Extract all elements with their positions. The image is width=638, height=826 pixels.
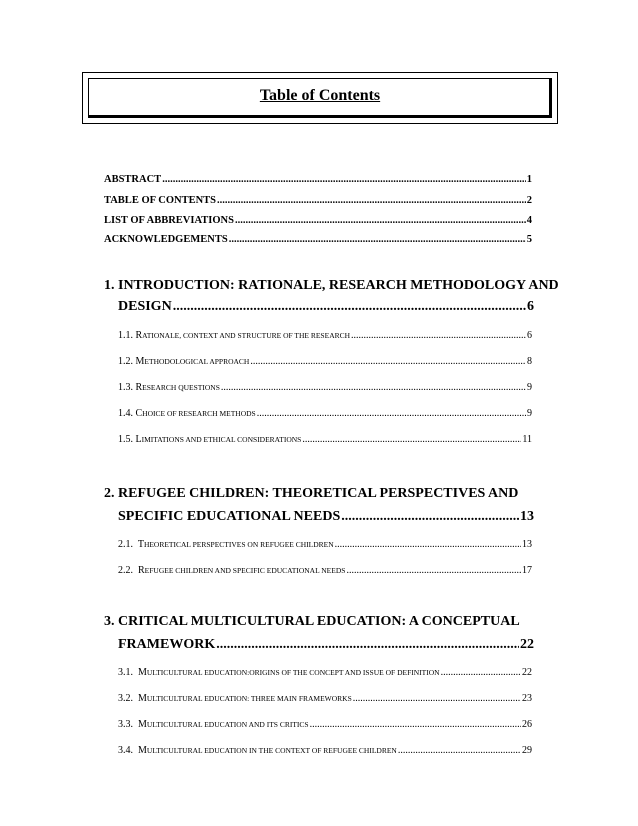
toc-entry-label: SPECIFIC EDUCATIONAL NEEDS	[118, 509, 341, 524]
toc-entry-label: 1.1. RATIONALE, CONTEXT AND STRUCTURE OF THE RESEARCH	[118, 330, 351, 341]
toc-page-number: 13	[522, 539, 532, 550]
toc-page-number: 6	[527, 299, 534, 314]
toc-leader-dots	[250, 356, 526, 367]
toc-page-number: 11	[522, 434, 532, 445]
toc-leader-dots	[310, 719, 521, 730]
toc-leader-dots	[398, 745, 521, 756]
toc-entry-label: ABSTRACT	[104, 174, 162, 185]
toc-entry-label: 2.1. THEORETICAL PERSPECTIVES ON REFUGEE CHILDREN	[118, 539, 334, 550]
toc-page-number: 23	[522, 693, 532, 704]
toc-entry-abstract[interactable]	[104, 174, 532, 185]
toc-entry-table-of-contents[interactable]	[104, 195, 532, 206]
toc-page-number: 8	[527, 356, 532, 367]
toc-entry-list-of-abbreviations[interactable]	[104, 215, 532, 226]
toc-page-number: 29	[522, 745, 532, 756]
toc-subentry-1-2[interactable]	[118, 356, 532, 367]
toc-leader-dots	[341, 509, 519, 525]
toc-subentry-1-5[interactable]	[118, 434, 532, 445]
toc-page-number: 22	[522, 667, 532, 678]
toc-entry-label: 2.2. REFUGEE CHILDREN AND SPECIFIC EDUCATIONAL NEEDS	[118, 565, 346, 576]
toc-page-number: 1	[526, 174, 532, 185]
toc-leader-dots	[229, 234, 526, 245]
toc-subentry-3-1[interactable]	[118, 667, 532, 678]
toc-page-number: 17	[522, 565, 532, 576]
toc-entry-label: 3.3. MULTICULTURAL EDUCATION AND ITS CRITICS	[118, 719, 309, 730]
toc-entry-label: 1.2. METHODOLOGICAL APPROACH	[118, 356, 250, 367]
toc-page-number: 9	[527, 382, 532, 393]
toc-leader-dots	[257, 408, 526, 419]
toc-leader-dots	[162, 174, 526, 185]
section-heading-3[interactable]: 3. CRITICAL MULTICULTURAL EDUCATION: A CONCEPTUAL	[104, 614, 520, 629]
toc-subentry-1-4[interactable]	[118, 408, 532, 419]
toc-subentry-3-4[interactable]	[118, 745, 532, 756]
toc-leader-dots	[302, 434, 521, 445]
toc-leader-dots	[235, 215, 526, 226]
toc-subentry-2-2[interactable]	[118, 565, 532, 576]
toc-entry-label: TABLE OF CONTENTS	[104, 195, 217, 206]
toc-page-number: 2	[526, 195, 532, 206]
toc-entry-label: 1.5. LIMITATIONS AND ETHICAL CONSIDERATIONS	[118, 434, 302, 445]
toc-entry-label: ACKNOWLEDGEMENTS	[104, 234, 228, 245]
toc-subentry-2-1[interactable]	[118, 539, 532, 550]
toc-leader-dots	[217, 195, 526, 206]
toc-entry-label: LIST OF ABBREVIATIONS	[104, 215, 234, 226]
toc-entry-label: 1.3. RESEARCH QUESTIONS	[118, 382, 220, 393]
toc-subentry-3-3[interactable]	[118, 719, 532, 730]
toc-leader-dots	[441, 667, 521, 678]
toc-leader-dots	[335, 539, 521, 550]
toc-leader-dots	[173, 299, 526, 315]
toc-subentry-1-3[interactable]	[118, 382, 532, 393]
section-heading-1-continued[interactable]	[118, 299, 534, 315]
toc-entry-label: FRAMEWORK	[118, 637, 216, 652]
toc-subentry-3-2[interactable]	[118, 693, 532, 704]
toc-leader-dots	[353, 693, 521, 704]
section-heading-1[interactable]: 1. INTRODUCTION: RATIONALE, RESEARCH METHODOLOGY AND	[104, 278, 559, 293]
toc-leader-dots	[221, 382, 526, 393]
toc-page-number: 4	[526, 215, 532, 226]
toc-entry-label: 1.4. CHOICE OF RESEARCH METHODS	[118, 408, 256, 419]
toc-page-number: 22	[520, 637, 534, 652]
toc-leader-dots	[351, 330, 526, 341]
toc-entry-label: DESIGN	[118, 299, 172, 314]
toc-subentry-1-1[interactable]	[118, 330, 532, 341]
toc-leader-dots	[216, 637, 519, 653]
toc-page-number: 5	[526, 234, 532, 245]
title-box	[82, 72, 558, 124]
toc-page-number: 13	[520, 509, 534, 524]
toc-entry-label: 3.1. MULTICULTURAL EDUCATION:ORIGINS OF THE CONCEPT AND ISSUE OF DEFINITION	[118, 667, 440, 678]
toc-entry-acknowledgements[interactable]	[104, 234, 532, 245]
page-title: Table of Contents	[259, 87, 381, 104]
toc-entry-label: 3.4. MULTICULTURAL EDUCATION IN THE CONTEXT OF REFUGEE CHILDREN	[118, 745, 397, 756]
section-heading-2-continued[interactable]	[118, 509, 534, 525]
toc-page-number: 26	[522, 719, 532, 730]
section-heading-2[interactable]: 2. REFUGEE CHILDREN: THEORETICAL PERSPECTIVES AND	[104, 486, 519, 501]
toc-leader-dots	[346, 565, 521, 576]
toc-page-number: 6	[527, 330, 532, 341]
toc-page-number: 9	[527, 408, 532, 419]
toc-entry-label: 3.2. MULTICULTURAL EDUCATION: THREE MAIN FRAMEWORKS	[118, 693, 352, 704]
section-heading-3-continued[interactable]	[118, 637, 534, 653]
